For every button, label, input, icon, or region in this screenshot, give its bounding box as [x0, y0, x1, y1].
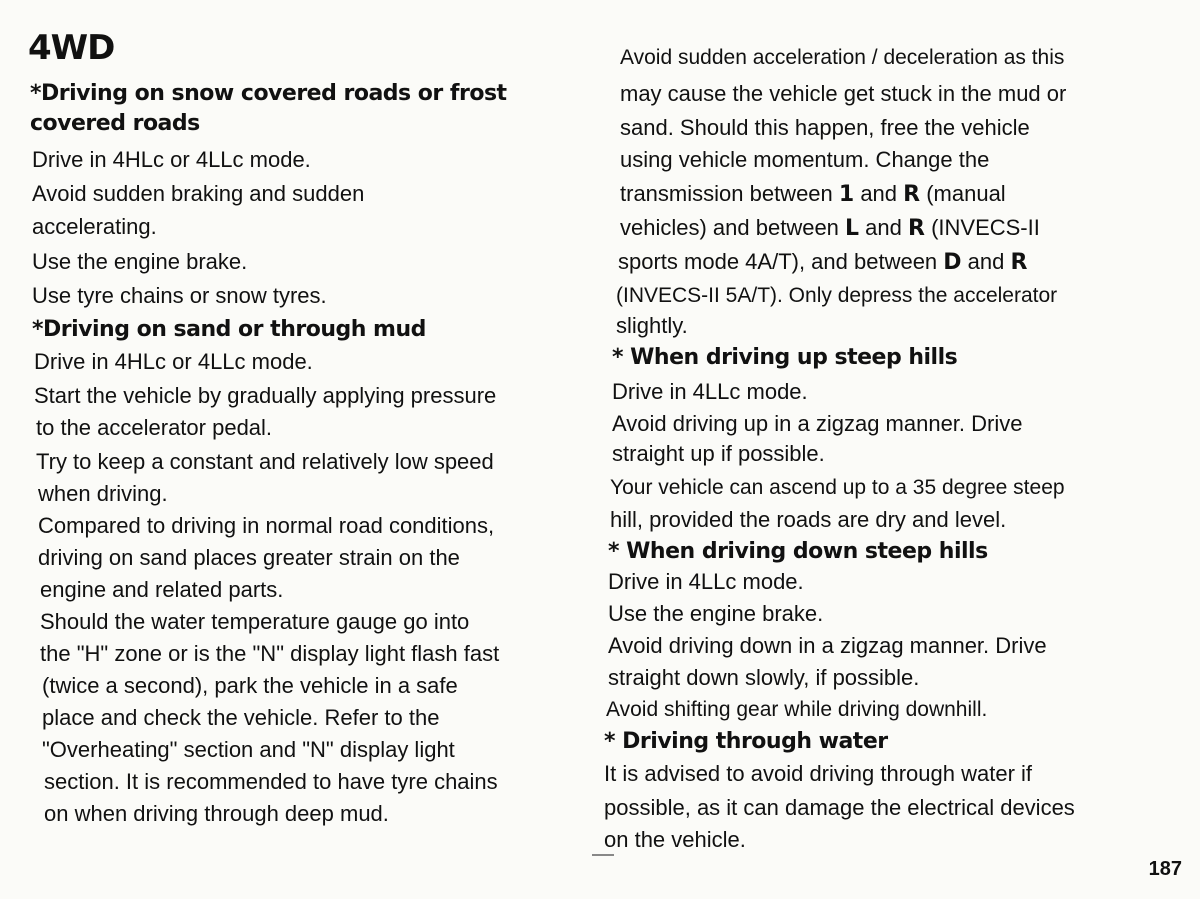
heading-water: * Driving through water — [604, 729, 888, 754]
text-line: place and check the vehicle. Refer to the — [42, 705, 440, 730]
text-line: (INVECS-II 5A/T). Only depress the accelerator — [616, 284, 1058, 307]
text-line: Should the water temperature gauge go into — [40, 609, 470, 634]
text-line: when driving. — [38, 481, 168, 506]
text-line: possible, as it can damage the electrical devices — [604, 795, 1075, 820]
text-line — [620, 214, 1040, 243]
text-line: Avoid sudden acceleration / deceleration as this — [620, 46, 1065, 69]
text-line: straight down slowly, if possible. — [608, 665, 920, 690]
text-line: "Overheating" section and "N" display light — [42, 737, 455, 762]
text-line: Drive in 4LLc mode. — [612, 379, 808, 404]
text-line: Avoid shifting gear while driving downhill. — [606, 698, 988, 721]
text-line: Drive in 4HLc or 4LLc mode. — [32, 147, 311, 172]
text-line: on when driving through deep mud. — [44, 801, 389, 826]
text-line: using vehicle momentum. Change the — [620, 147, 990, 172]
text-line: slightly. — [616, 313, 688, 338]
text-line: Use the engine brake. — [32, 249, 248, 274]
heading-snow-line2: covered roads — [30, 111, 200, 136]
bold-key: 1 — [838, 182, 855, 207]
text-line: sand. Should this happen, free the vehicle — [620, 115, 1030, 140]
text-line — [620, 180, 1006, 209]
text-line: hill, provided the roads are dry and level. — [610, 507, 1007, 532]
section-title: 4WD — [28, 28, 115, 68]
text-line: Avoid driving up in a zigzag manner. Drive — [612, 411, 1023, 436]
heading-down-hills: * When driving down steep hills — [608, 539, 988, 564]
text-line: Drive in 4HLc or 4LLc mode. — [34, 349, 313, 374]
text-line: Use tyre chains or snow tyres. — [32, 283, 327, 308]
bold-key: R — [1010, 250, 1028, 275]
text-line: Avoid sudden braking and sudden — [32, 181, 365, 206]
text-span: and — [854, 181, 904, 206]
heading-snow-line1: *Driving on snow covered roads or frost — [30, 81, 507, 106]
text-line: the "H" zone or is the "N" display light flash fast — [40, 641, 500, 666]
page-number: 187 — [1148, 858, 1182, 880]
text-span: vehicles) and between — [620, 215, 846, 240]
text-line: Your vehicle can ascend up to a 35 degree steep — [610, 476, 1065, 499]
text-line: It is advised to avoid driving through water if — [604, 761, 1033, 786]
text-line: (twice a second), park the vehicle in a safe — [42, 673, 458, 698]
text-line: straight up if possible. — [612, 441, 825, 466]
text-line: Drive in 4LLc mode. — [608, 569, 804, 594]
text-span: and — [859, 215, 908, 240]
text-line: Compared to driving in normal road conditions, — [38, 513, 495, 538]
text-line: to the accelerator pedal. — [36, 415, 273, 440]
text-line: may cause the vehicle get stuck in the mud or — [620, 81, 1067, 106]
heading-sand: *Driving on sand or through mud — [32, 317, 426, 342]
text-span: sports mode 4A/T), and between — [618, 249, 944, 274]
text-span: transmission between — [620, 181, 839, 206]
text-line: Use the engine brake. — [608, 601, 824, 626]
text-span: and — [961, 249, 1011, 274]
text-span: (INVECS-II — [924, 215, 1040, 240]
text-span: (manual — [920, 181, 1006, 206]
text-line: engine and related parts. — [40, 577, 284, 602]
text-line: accelerating. — [32, 214, 157, 239]
text-line: on the vehicle. — [604, 827, 746, 852]
bold-key: D — [943, 250, 962, 275]
print-smudge — [592, 854, 614, 856]
text-line: driving on sand places greater strain on the — [38, 545, 460, 570]
bold-key: L — [845, 216, 860, 241]
text-line: Start the vehicle by gradually applying pressure — [34, 383, 497, 408]
text-line — [618, 248, 1027, 277]
text-line: Avoid driving down in a zigzag manner. Drive — [608, 633, 1047, 658]
bold-key: R — [908, 216, 925, 241]
heading-up-hills: * When driving up steep hills — [612, 345, 958, 370]
text-line: section. It is recommended to have tyre chains — [44, 769, 498, 794]
text-line: Try to keep a constant and relatively low speed — [36, 449, 494, 474]
bold-key: R — [903, 182, 921, 207]
